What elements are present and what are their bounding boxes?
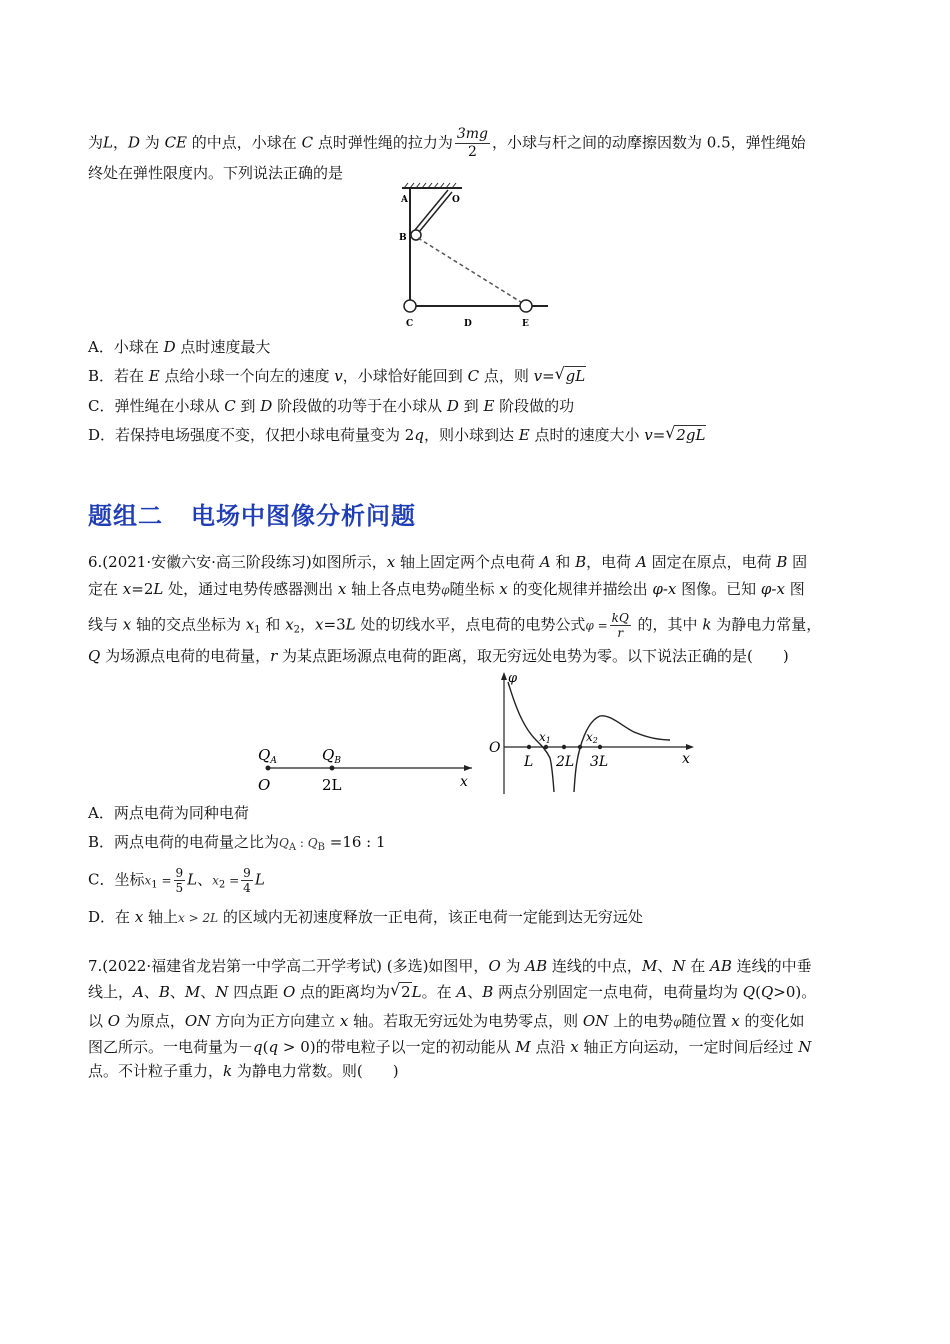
x2-label: x2 (586, 730, 598, 745)
q5-stem-line-1: 为L，D 为 CE 的中点，小球在 C 点时弹性绳的拉力为 $\frac{3mg}{2}$ ，小球与杆之间的动摩擦因数为 0.5，弹性绳始 (88, 126, 806, 160)
potential-fraction: $\frac{kQ}{r}$ (611, 611, 629, 640)
section-heading: 题组二 电场中图像分析问题 (88, 502, 416, 530)
ball-e (520, 300, 532, 312)
point-x2 (578, 745, 582, 749)
l-tick-label: L (524, 754, 534, 770)
q6-option-b: B．两点电荷的电荷量之比为$Q_A$ : $Q_B =16$ : 1 (88, 833, 386, 853)
q5-option-a: A．小球在 D 点时速度最大 (88, 338, 271, 356)
label-c: C (406, 319, 414, 329)
graph-origin-label: O (489, 740, 501, 756)
q6-stem-line-2: 定在 x=2L 处，通过电势传感器测出 x 轴上各点电势φ随坐标 x 的变化规律并描绘出 φ-x 图像。已知 φ-x 图 (88, 580, 805, 598)
point-l (527, 745, 531, 749)
q6-stem-line-4: Q 为场源点电荷的电荷量，r 为某点距场源点电荷的距离，取无穷远处电势为零。以下说法正确的是( ) (88, 647, 789, 665)
two-l-label: 2L (322, 776, 342, 794)
three-l-tick-label: 3L (590, 754, 609, 770)
q6-option-d: D．在 x 轴上x > 2L 的区域内无初速度释放一正电荷，该正电荷一定能到达无穷远处 (88, 908, 643, 926)
label-b: B (399, 233, 407, 243)
charge-b-dot (330, 766, 335, 771)
q6-charge-axis-figure (250, 740, 480, 800)
phi-axis-arrow (501, 672, 507, 680)
point-x1 (544, 745, 548, 749)
potential-curve-right (574, 716, 670, 792)
charge-a-label: $Q_A$ (258, 746, 277, 766)
x1-fraction: $\frac{9}{5}$ (175, 866, 184, 895)
point-2l (562, 745, 566, 749)
sqrt-gl: √ gL (555, 365, 587, 387)
q6-option-a: A．两点电荷为同种电荷 (88, 804, 249, 822)
elastic-rope-1 (410, 190, 448, 236)
x-axis-arrow (686, 744, 694, 750)
tension-fraction: $\frac{3mg}{2}$ (456, 126, 488, 160)
q6-option-c: C．坐标$x_1$ = $\frac{9}{5}$ L、$x_2$ = $\frac{9}{4}$ L (88, 866, 265, 895)
phi-label: φ (508, 671, 518, 686)
sqrt-2gl: √ 2gL (665, 424, 706, 446)
x-axis-label: x (460, 774, 468, 790)
q7-stem-line-1: 7.(2022·福建省龙岩第一中学高二开学考试) (多选)如图甲，O 为 AB 连线的中点，M、N 在 AB 连线的中垂 (88, 957, 812, 975)
point-3l (598, 745, 602, 749)
x2-fraction: $\frac{9}{4}$ (243, 866, 251, 895)
sqrt-2: √ 2 (390, 981, 412, 1003)
charge-b-label: $Q_B$ (322, 746, 341, 766)
q5-option-d: D．若保持电场强度不变，仅把小球电荷量变为 2q，则小球到达 E 点时的速度大小 v=√ 2gL (88, 424, 706, 446)
x1-label: x1 (539, 730, 551, 745)
q6-phi-x-graph (484, 668, 699, 796)
q5-option-c: C．弹性绳在小球从 C 到 D 阶段做的功等于在小球从 D 到 E 阶段做的功 (88, 397, 575, 415)
q7-stem-line-4: 图乙所示。一电荷量为－q(q > 0)的带电粒子以一定的初动能从 M 点沿 x 轴正方向运动，一定时间后经过 N (88, 1038, 812, 1056)
label-a: A (401, 195, 408, 205)
q6-stem-line-1: 6.(2021·安徽六安·高三阶段练习)如图所示，x 轴上固定两个点电荷 A 和 B，电荷 A 固定在原点，电荷 B 固 (88, 553, 808, 571)
ball-c (404, 300, 416, 312)
charge-a-dot (266, 766, 271, 771)
q5-option-b: B．若在 E 点给小球一个向左的速度 v，小球恰好能回到 C 点，则 v=√ gL (88, 365, 586, 387)
label-e: E (522, 319, 529, 329)
charge-axis-arrow (464, 765, 472, 771)
q7-stem-line-2: 线上，A、B、M、N 四点距 O 点的距离均为√ 2L。在 A、B 两点分别固定一点电荷，电荷量均为 Q(Q>0)。 (88, 981, 816, 1003)
label-o: O (452, 195, 460, 205)
q6-stem-line-3: 线与 x 轴的交点坐标为 $x_1$ 和 $x_2$，x=3L 处的切线水平，点电荷的电势公式φ = $\frac{kQ}{r}$ 的，其中 k 为静电力常量， (88, 611, 822, 640)
graph-x-label: x (682, 751, 690, 767)
origin-label: O (258, 776, 271, 794)
q5-figure (390, 180, 560, 330)
q7-stem-line-3: 以 O 为原点，ON 方向为正方向建立 x 轴。若取无穷远处为电势零点，则 ON 上的电势φ随位置 x 的变化如 (88, 1012, 805, 1030)
two-l-tick-label: 2L (556, 754, 575, 770)
label-d: D (464, 319, 472, 329)
q5-stem-line-2: 终处在弹性限度内。下列说法正确的是 (88, 164, 344, 182)
dashed-rope-be (418, 238, 524, 304)
q7-stem-line-5: 点。不计粒子重力，k 为静电力常数。则( ) (88, 1062, 399, 1080)
